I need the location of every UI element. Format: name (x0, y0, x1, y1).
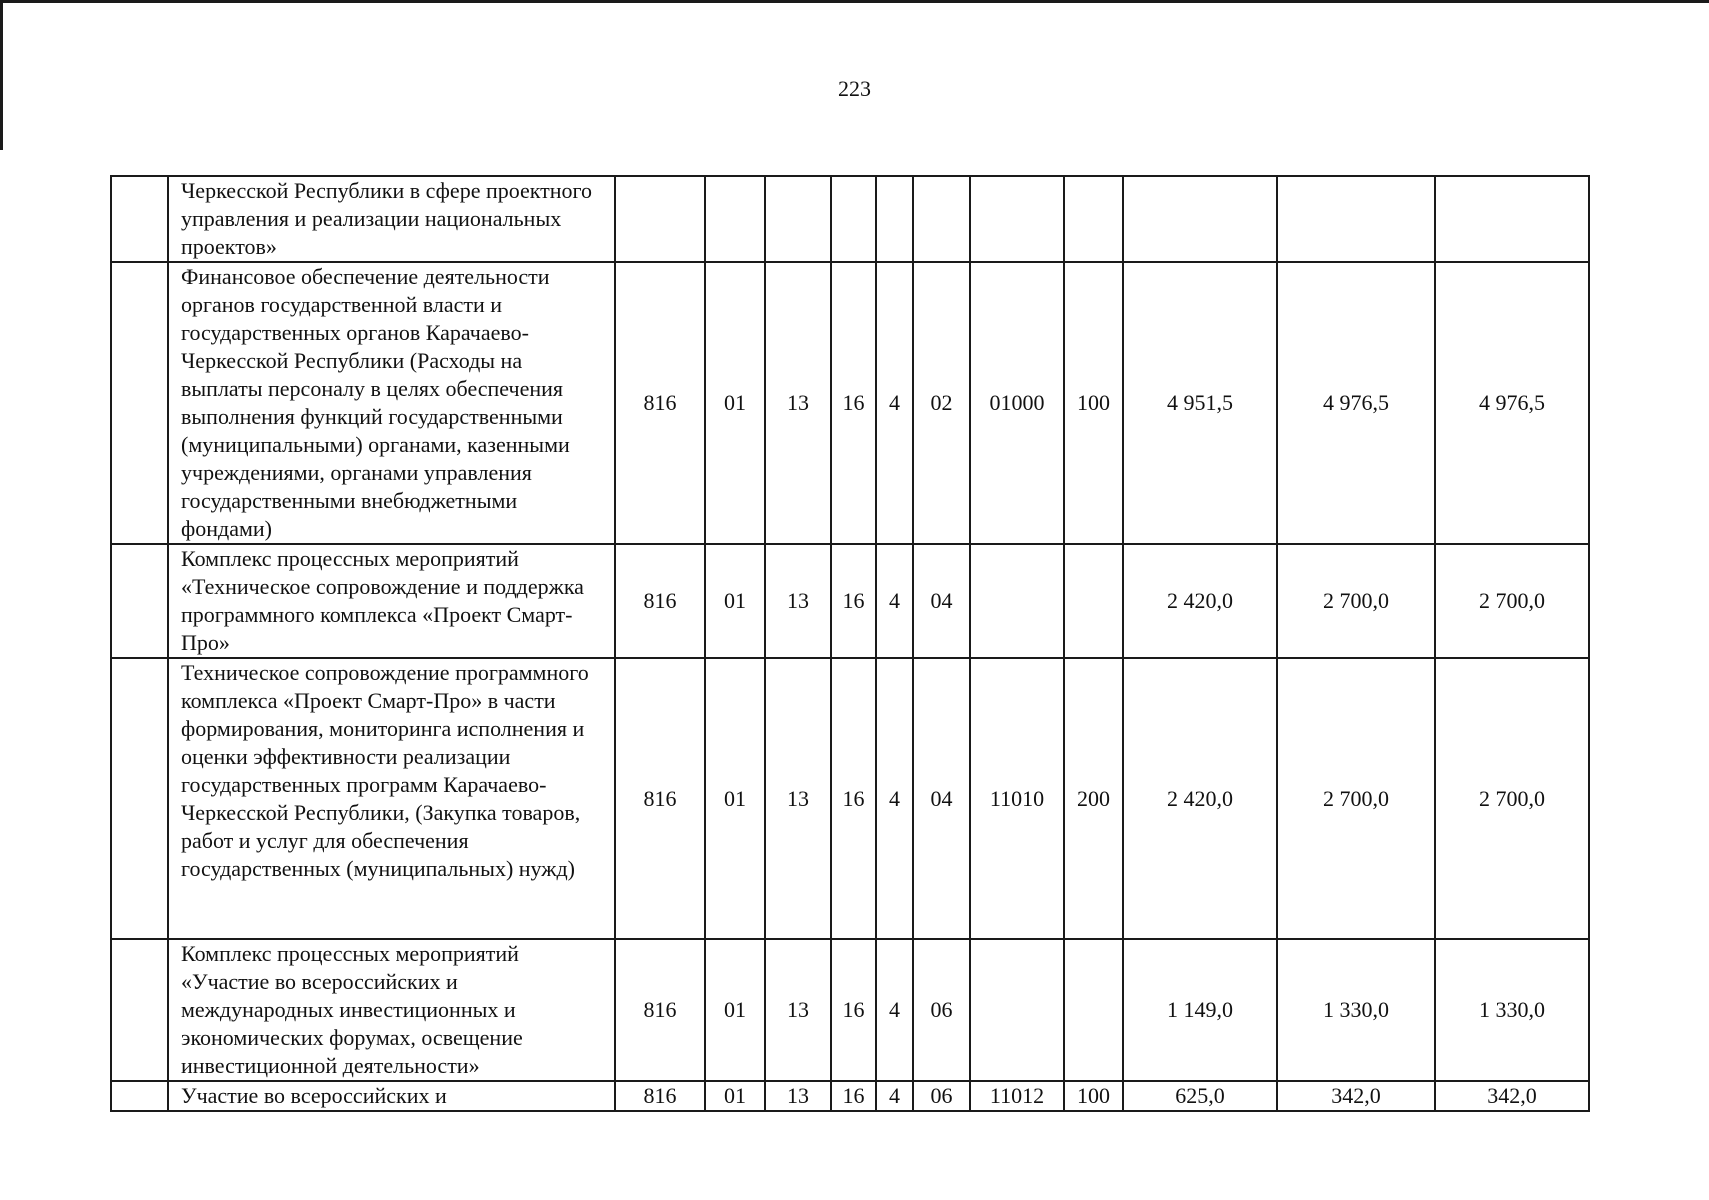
amount-year-2 (1277, 176, 1435, 262)
event-code: 04 (913, 658, 970, 939)
program-code: 16 (831, 658, 876, 939)
direction-code (970, 544, 1064, 658)
budget-table (110, 175, 1590, 1112)
program-type-code: 4 (876, 939, 913, 1081)
section-code: 01 (705, 658, 765, 939)
event-code: 06 (913, 939, 970, 1081)
amount-year-2: 4 976,5 (1277, 262, 1435, 544)
direction-code (970, 939, 1064, 1081)
amount-year-2: 2 700,0 (1277, 658, 1435, 939)
program-code: 16 (831, 544, 876, 658)
subsection-code: 13 (765, 262, 831, 544)
ministry-code: 816 (615, 658, 705, 939)
index-cell (111, 658, 168, 939)
item-name: Участие во всероссийских и (168, 1081, 615, 1111)
amount-year-1: 4 951,5 (1123, 262, 1277, 544)
section-code: 01 (705, 544, 765, 658)
subsection-code: 13 (765, 658, 831, 939)
subsection-code (765, 176, 831, 262)
ministry-code: 816 (615, 262, 705, 544)
amount-year-3: 342,0 (1435, 1081, 1589, 1111)
ministry-code: 816 (615, 1081, 705, 1111)
direction-code (970, 176, 1064, 262)
table-row (111, 939, 1589, 1081)
page-number: 223 (838, 76, 871, 101)
subsection-code: 13 (765, 939, 831, 1081)
event-code: 06 (913, 1081, 970, 1111)
event-code: 02 (913, 262, 970, 544)
subsection-code: 13 (765, 544, 831, 658)
table-row (111, 176, 1589, 262)
program-code: 16 (831, 939, 876, 1081)
event-code (913, 176, 970, 262)
table-row (111, 262, 1589, 544)
item-name: Черкесской Республики в сфере проектного управления и реализации национальных проектов» (168, 176, 615, 262)
amount-year-3: 1 330,0 (1435, 939, 1589, 1081)
table-row (111, 544, 1589, 658)
index-cell (111, 262, 168, 544)
amount-year-3: 2 700,0 (1435, 544, 1589, 658)
amount-year-3: 2 700,0 (1435, 658, 1589, 939)
index-cell (111, 176, 168, 262)
program-code: 16 (831, 262, 876, 544)
direction-code: 11012 (970, 1081, 1064, 1111)
amount-year-2: 342,0 (1277, 1081, 1435, 1111)
program-code: 16 (831, 1081, 876, 1111)
item-name: Техническое сопровождение программного комплекса «Проект Смарт-Про» в части формирования, мониторинга исполнения и оценки эффективности реализации государственных программ Карачаево-Черкесской Республики, (Закупка товаров, работ и услуг для обеспечения государственных (муниципальных) нужд) (168, 658, 615, 939)
amount-year-3: 4 976,5 (1435, 262, 1589, 544)
program-code (831, 176, 876, 262)
expense-type-code: 100 (1064, 1081, 1123, 1111)
expense-type-code (1064, 176, 1123, 262)
program-type-code: 4 (876, 262, 913, 544)
ministry-code (615, 176, 705, 262)
index-cell (111, 544, 168, 658)
table-row (111, 1081, 1589, 1111)
program-type-code (876, 176, 913, 262)
amount-year-2: 2 700,0 (1277, 544, 1435, 658)
index-cell (111, 939, 168, 1081)
scan-edge-top (0, 0, 1709, 3)
item-name: Комплекс процессных мероприятий «Техническое сопровождение и поддержка программного комплекса «Проект Смарт-Про» (168, 544, 615, 658)
table-row (111, 658, 1589, 939)
index-cell (111, 1081, 168, 1111)
expense-type-code (1064, 939, 1123, 1081)
program-type-code: 4 (876, 544, 913, 658)
section-code: 01 (705, 939, 765, 1081)
item-name: Комплекс процессных мероприятий «Участие во всероссийских и международных инвестиционных и экономических форумах, освещение инвестиционной деятельности» (168, 939, 615, 1081)
expense-type-code: 100 (1064, 262, 1123, 544)
direction-code: 01000 (970, 262, 1064, 544)
section-code (705, 176, 765, 262)
amount-year-3 (1435, 176, 1589, 262)
program-type-code: 4 (876, 658, 913, 939)
program-type-code: 4 (876, 1081, 913, 1111)
amount-year-1 (1123, 176, 1277, 262)
item-name: Финансовое обеспечение деятельности органов государственной власти и государственных органов Карачаево-Черкесской Республики (Расходы на выплаты персоналу в целях обеспечения выполнения функций государственными (муниципальными) органами, казенными учреждениями, органами управления государственными внебюджетными фондами) (168, 262, 615, 544)
section-code: 01 (705, 262, 765, 544)
expense-type-code (1064, 544, 1123, 658)
ministry-code: 816 (615, 939, 705, 1081)
subsection-code: 13 (765, 1081, 831, 1111)
event-code: 04 (913, 544, 970, 658)
expense-type-code: 200 (1064, 658, 1123, 939)
amount-year-1: 625,0 (1123, 1081, 1277, 1111)
section-code: 01 (705, 1081, 765, 1111)
amount-year-1: 2 420,0 (1123, 544, 1277, 658)
scan-edge-left (0, 0, 3, 150)
amount-year-1: 2 420,0 (1123, 658, 1277, 939)
amount-year-1: 1 149,0 (1123, 939, 1277, 1081)
direction-code: 11010 (970, 658, 1064, 939)
ministry-code: 816 (615, 544, 705, 658)
amount-year-2: 1 330,0 (1277, 939, 1435, 1081)
